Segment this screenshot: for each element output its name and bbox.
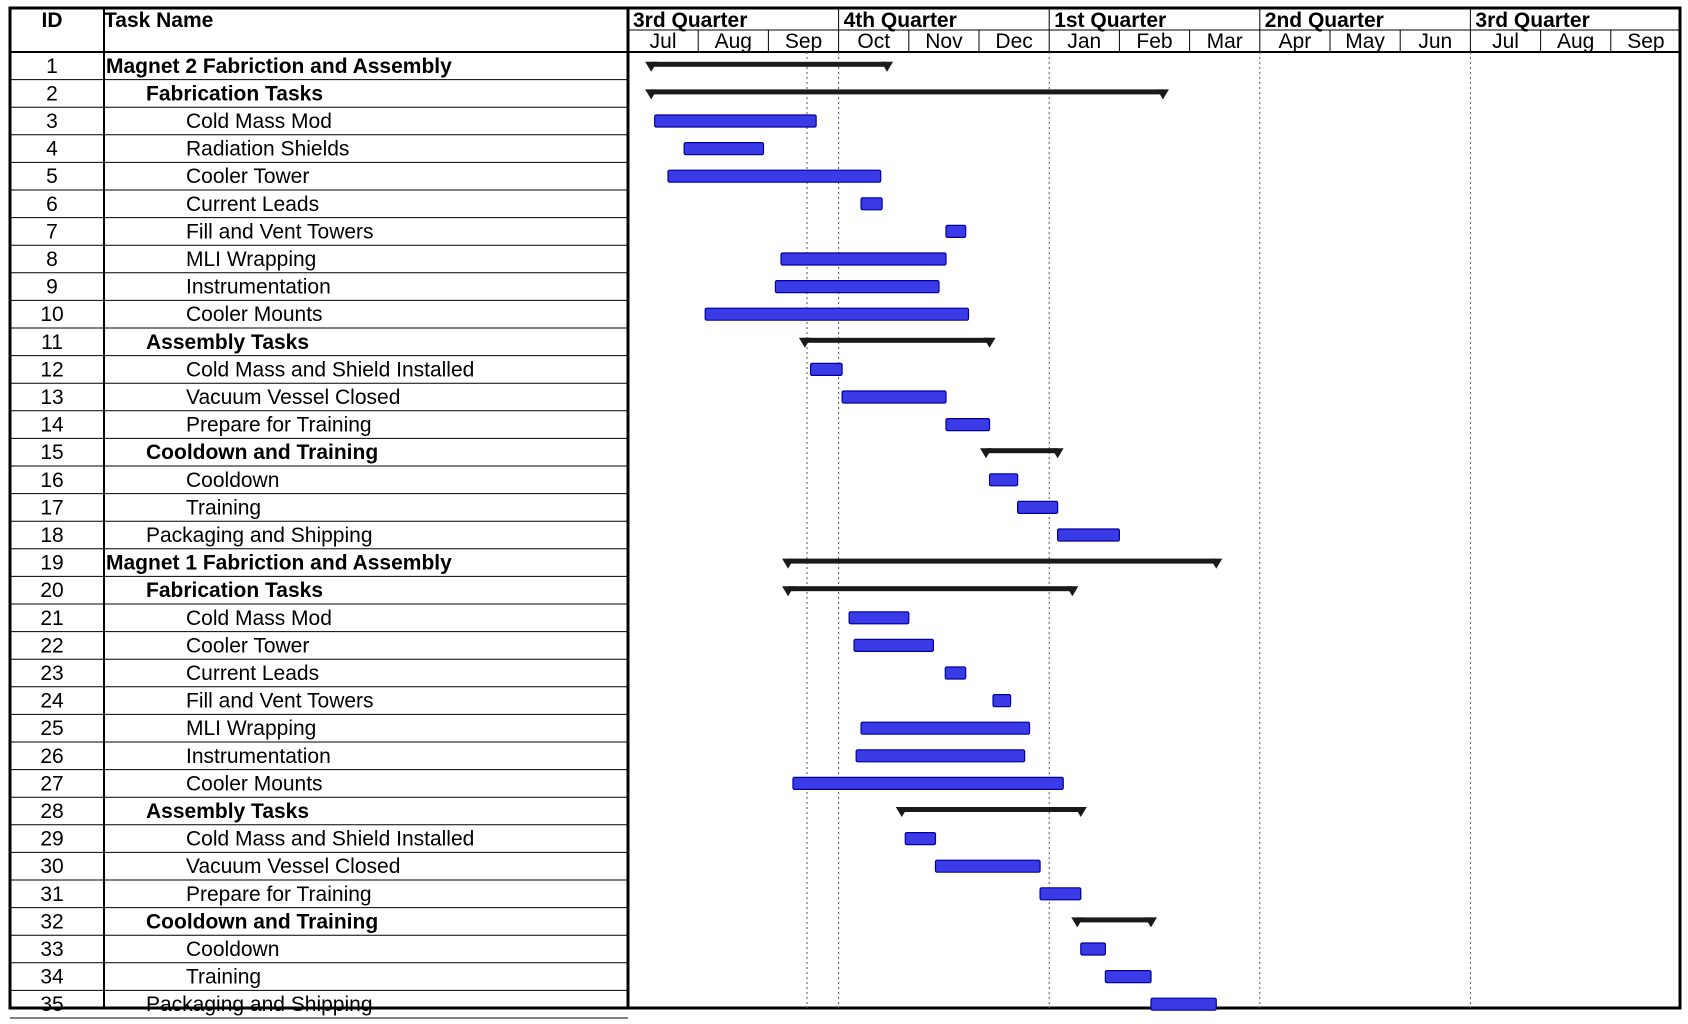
task-id: 10 (40, 303, 64, 327)
task-name: Vacuum Vessel Closed (186, 386, 401, 409)
task-name: Training (186, 496, 262, 520)
summary-bar (805, 338, 990, 343)
task-bar (905, 833, 935, 845)
task-name: Cold Mass and Shield Installed (186, 358, 475, 382)
task-bar (945, 667, 965, 679)
task-name: Magnet 1 Fabriction and Assembly (106, 551, 452, 575)
task-id: 34 (40, 965, 64, 989)
task-id: 31 (40, 882, 64, 906)
task-name: Instrumentation (186, 275, 331, 299)
quarter-label: 3rd Quarter (633, 9, 748, 32)
task-name: Cooler Mounts (186, 303, 323, 327)
task-name: MLI Wrapping (186, 717, 317, 741)
task-id: 32 (40, 910, 64, 934)
task-name: Current Leads (186, 192, 320, 216)
task-bar (705, 308, 968, 320)
task-bar (861, 198, 882, 210)
task-id: 13 (40, 386, 64, 409)
task-id: 5 (46, 165, 58, 189)
task-name: Prepare for Training (186, 882, 372, 906)
summary-bar (651, 62, 887, 67)
task-name: Cold Mass Mod (186, 110, 332, 133)
task-bar (1105, 971, 1151, 983)
task-name: Fabrication Tasks (146, 82, 324, 106)
task-id: 4 (46, 137, 58, 161)
task-bar (854, 639, 933, 651)
task-bar (842, 391, 946, 403)
month-label: Nov (925, 30, 963, 53)
task-id: 23 (40, 662, 64, 685)
summary-bar (788, 586, 1072, 591)
task-bar (684, 143, 763, 155)
summary-bar (986, 448, 1058, 453)
task-name: Cold Mass Mod (186, 606, 332, 630)
task-bar (781, 253, 946, 265)
task-id: 15 (40, 441, 64, 465)
month-label: Apr (1278, 30, 1312, 53)
month-label: Jun (1418, 30, 1453, 53)
task-bar (793, 777, 1063, 789)
bars-layer (645, 62, 1222, 1010)
task-bar (1040, 888, 1081, 900)
column-header-id: ID (41, 9, 63, 32)
task-name: Prepare for Training (186, 413, 372, 437)
task-name: Fabrication Tasks (146, 579, 324, 603)
task-name: MLI Wrapping (186, 248, 317, 271)
task-id: 24 (40, 689, 64, 713)
task-bar (935, 860, 1040, 872)
task-name: Cooldown (186, 938, 280, 961)
task-id: 21 (40, 606, 64, 630)
task-id: 29 (40, 827, 64, 851)
month-label: Jan (1067, 30, 1102, 53)
month-label: Feb (1136, 30, 1173, 53)
task-bar (990, 474, 1018, 486)
task-name: Fill and Vent Towers (186, 220, 374, 244)
task-bar (775, 281, 939, 293)
month-label: Aug (1557, 30, 1595, 53)
task-id: 12 (40, 358, 64, 382)
task-name: Radiation Shields (186, 137, 350, 161)
quarter-label: 2nd Quarter (1264, 9, 1384, 32)
task-name: Current Leads (186, 662, 320, 685)
task-bar (993, 695, 1011, 707)
task-name: Vacuum Vessel Closed (186, 855, 401, 879)
task-bar (1081, 943, 1106, 955)
task-id: 6 (46, 192, 58, 216)
task-id: 19 (40, 551, 64, 575)
task-bar (946, 419, 990, 431)
task-bar (811, 363, 843, 375)
task-name: Cooler Tower (186, 634, 310, 658)
task-id: 7 (46, 220, 58, 244)
task-id: 14 (40, 413, 64, 437)
task-id: 3 (46, 110, 58, 133)
task-id: 27 (40, 772, 64, 796)
summary-bar (651, 89, 1163, 94)
summary-bar (902, 807, 1081, 812)
task-name: Instrumentation (186, 744, 331, 768)
task-id: 16 (40, 468, 64, 492)
month-label: Sep (784, 30, 823, 53)
task-id: 18 (40, 524, 64, 547)
task-name: Magnet 2 Fabriction and Assembly (106, 54, 452, 78)
month-label: Oct (857, 30, 891, 53)
task-bar (1058, 529, 1120, 541)
quarter-label: 3rd Quarter (1475, 9, 1590, 32)
task-id: 35 (40, 993, 64, 1017)
task-name: Cooldown and Training (146, 441, 379, 465)
task-bar (946, 225, 966, 237)
month-label: Mar (1206, 30, 1243, 53)
task-name: Assembly Tasks (146, 330, 310, 354)
task-bar (655, 115, 816, 127)
task-name: Cooldown and Training (146, 910, 379, 934)
month-label: Jul (649, 30, 677, 53)
task-name: Training (186, 965, 262, 989)
task-id: 9 (46, 275, 58, 299)
text-layer (40, 9, 1664, 1016)
task-name: Cooldown (186, 468, 280, 492)
task-name: Cooler Mounts (186, 772, 323, 796)
month-label: Dec (995, 30, 1033, 53)
month-label: Jul (1492, 30, 1519, 53)
task-id: 17 (40, 496, 64, 520)
quarter-label: 4th Quarter (843, 9, 957, 32)
task-id: 20 (40, 579, 64, 603)
task-name: Packaging and Shipping (146, 524, 373, 547)
summary-bar (788, 559, 1216, 564)
task-id: 2 (46, 82, 58, 106)
task-id: 26 (40, 744, 64, 768)
task-bar (856, 750, 1024, 762)
task-id: 28 (40, 800, 64, 823)
column-header-task-name: Task Name (104, 9, 214, 32)
summary-bar (1077, 917, 1151, 922)
month-label: Sep (1627, 30, 1665, 53)
task-bar (1151, 998, 1216, 1010)
month-label: Aug (714, 30, 752, 53)
task-id: 8 (46, 248, 58, 271)
task-name: Fill and Vent Towers (186, 689, 374, 713)
task-bar (668, 170, 881, 182)
month-label: May (1345, 30, 1385, 53)
task-bar (1018, 501, 1058, 513)
task-id: 33 (40, 938, 64, 961)
task-bar (849, 612, 909, 624)
task-name: Assembly Tasks (146, 800, 310, 823)
task-id: 22 (40, 634, 64, 658)
quarter-label: 1st Quarter (1054, 9, 1167, 32)
task-name: Packaging and Shipping (146, 993, 373, 1017)
task-id: 1 (46, 54, 58, 78)
task-name: Cooler Tower (186, 165, 310, 189)
task-bar (861, 722, 1029, 734)
task-name: Cold Mass and Shield Installed (186, 827, 475, 851)
task-id: 11 (41, 330, 63, 354)
task-id: 25 (40, 717, 64, 741)
task-id: 30 (40, 855, 64, 879)
